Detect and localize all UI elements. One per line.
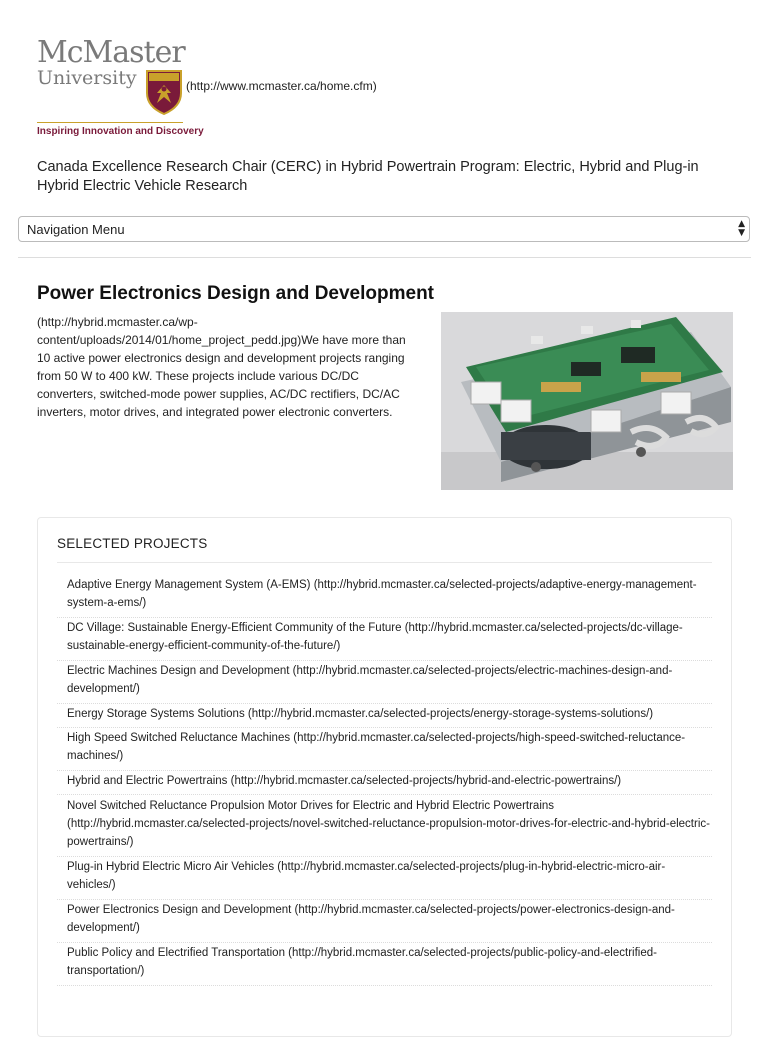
logo-subwordmark: University [37,67,137,89]
power-electronics-board-photo[interactable] [441,312,733,490]
page-title: Power Electronics Design and Development [37,283,434,304]
home-link[interactable]: (http://www.mcmaster.ca/home.cfm) [186,79,377,93]
panel-divider [57,562,712,563]
intro-paragraph: (http://hybrid.mcmaster.ca/wp-content/uploads/2014/01/home_project_pedd.jpg)We have more than 10 active power electronics design and development projects ranging from 50 W to 400 kW. These projects include various DC/DC converters, switched-mode power supplies, AC/DC rectifiers, DC/AC inverters, motor drives, and integrated power electronic converters. [37,315,406,419]
updown-chevron-icon: ▲ ▼ [738,219,745,238]
project-link-micro-air-vehicles[interactable]: Plug-in Hybrid Electric Micro Air Vehicles (http://hybrid.mcmaster.ca/selected-projects/plug-in-hybrid-electric-micro-air-vehicles/) [57,858,712,900]
navigation-menu-value: Navigation Menu [27,222,125,237]
project-link-adaptive-energy-management[interactable]: Adaptive Energy Management System (A-EMS) (http://hybrid.mcmaster.ca/selected-projects/adaptive-energy-management-system-a-ems/) [57,576,712,618]
project-link-power-electronics[interactable]: Power Electronics Design and Development (http://hybrid.mcmaster.ca/selected-projects/power-electronics-design-and-development/) [57,901,712,943]
project-link-high-speed-srm[interactable]: High Speed Switched Reluctance Machines (http://hybrid.mcmaster.ca/selected-projects/high-speed-switched-reluctance-machines/) [57,729,712,771]
logo-wordmark: McMaster [37,35,185,70]
selected-projects-heading: SELECTED PROJECTS [57,536,208,551]
project-link-hybrid-electric-powertrains[interactable]: Hybrid and Electric Powertrains (http://hybrid.mcmaster.ca/selected-projects/hybrid-and-electric-powertrains/) [57,772,712,795]
project-link-dc-village[interactable]: DC Village: Sustainable Energy-Efficient Community of the Future (http://hybrid.mcmaster.ca/selected-projects/dc-village-sustainable-energy-efficient-community-of-the-future/) [57,619,712,661]
crest-icon [145,69,183,115]
project-link-public-policy[interactable]: Public Policy and Electrified Transportation (http://hybrid.mcmaster.ca/selected-projects/public-policy-and-electrified-transportation/) [57,944,712,986]
project-link-novel-srm-drives[interactable]: Novel Switched Reluctance Propulsion Motor Drives for Electric and Hybrid Electric Powertrains (http://hybrid.mcmaster.ca/selected-projects/novel-switched-reluctance-propulsion-motor-drives-for-electric-and-hybrid-electric-powertrains/) [57,797,712,857]
mcmaster-logo[interactable] [37,35,204,140]
header-divider [18,257,751,258]
project-link-energy-storage[interactable]: Energy Storage Systems Solutions (http://hybrid.mcmaster.ca/selected-projects/energy-storage-systems-solutions/) [57,705,712,728]
logo-divider [37,122,183,123]
navigation-menu-select[interactable] [18,216,750,242]
site-title: Canada Excellence Research Chair (CERC) in Hybrid Powertrain Program: Electric, Hybrid and Plug-in Hybrid Electric Vehicle Research [37,159,699,194]
logo-tagline: Inspiring Innovation and Discovery [37,126,204,137]
project-link-electric-machines[interactable]: Electric Machines Design and Development (http://hybrid.mcmaster.ca/selected-projects/electric-machines-design-and-development/) [57,662,712,704]
selected-projects-panel [37,517,732,1037]
